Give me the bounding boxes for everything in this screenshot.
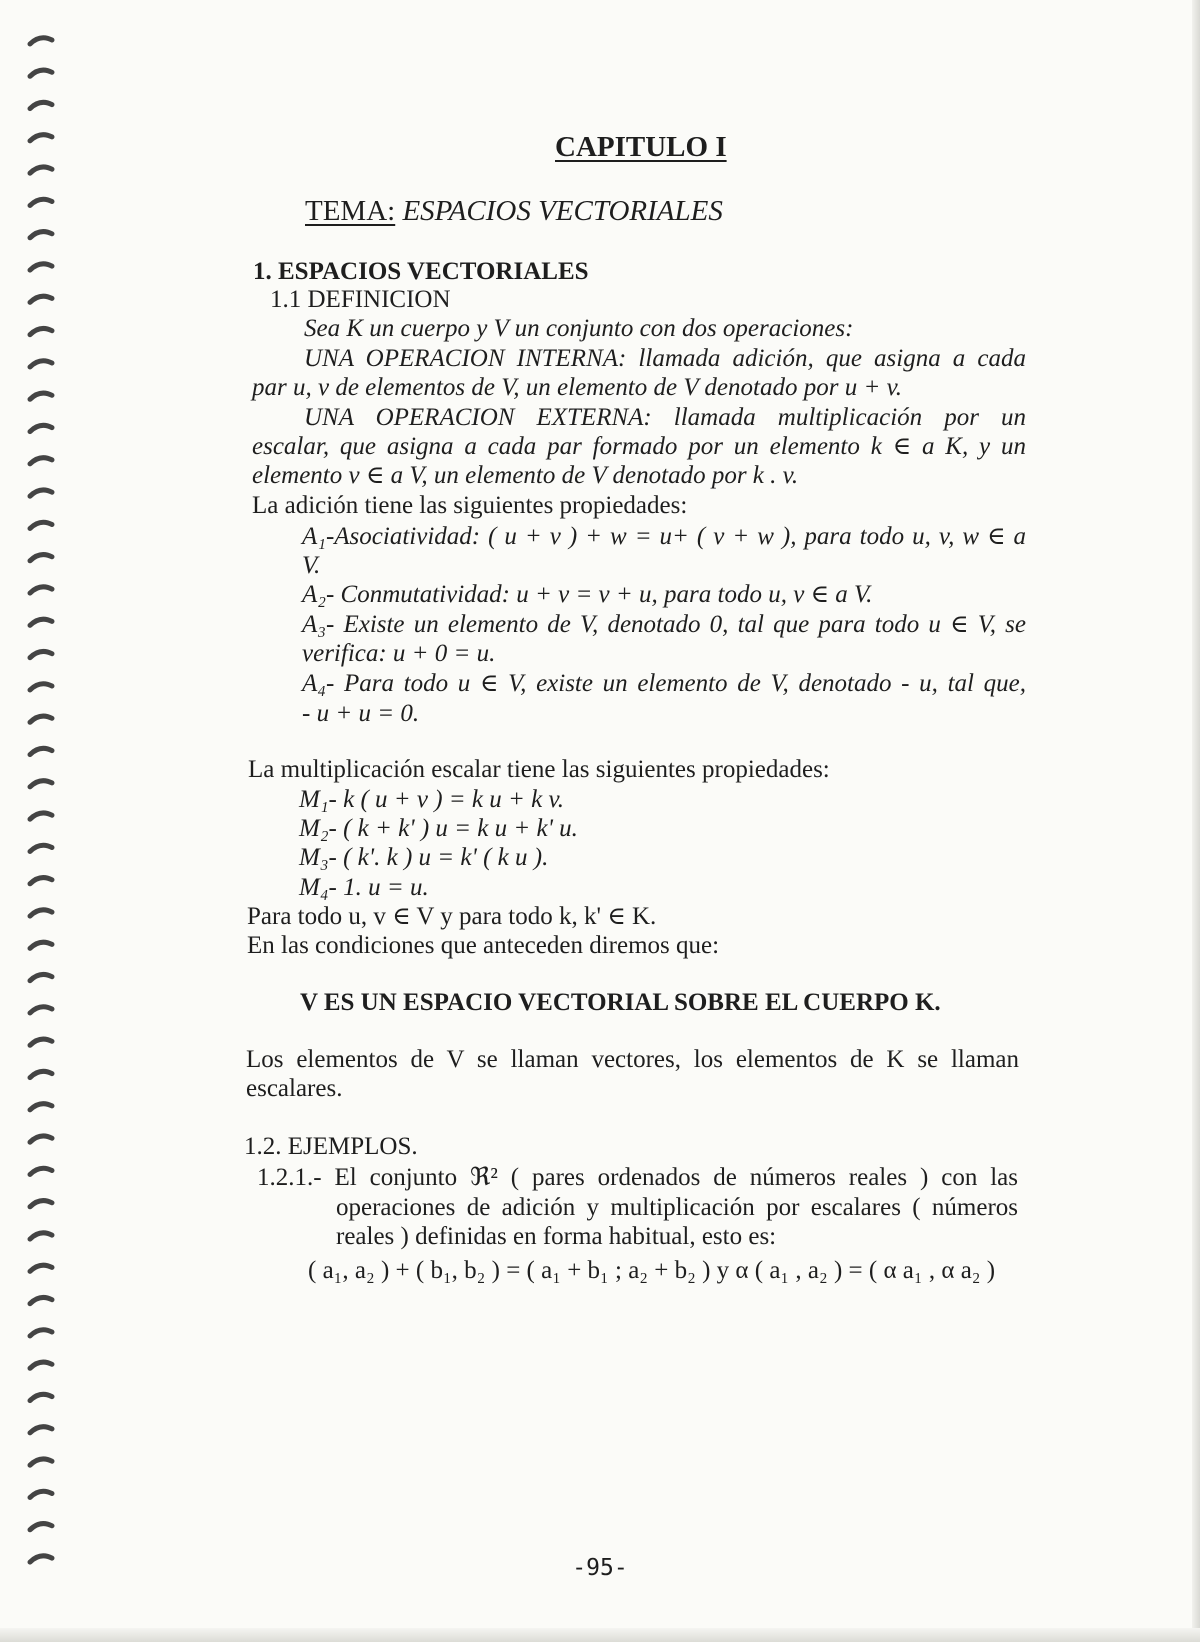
- definition-line-4: UNA OPERACION EXTERNA: llamada multiplicación por un: [304, 404, 1026, 431]
- conditions-statement: En las condiciones que anteceden diremos que:: [247, 932, 720, 959]
- subsection-definicion: 1.1 DEFINICION: [270, 286, 451, 313]
- property-a2: A₂- Conmutatividad: u + v = v + u, para todo u, v ∈ a V.: [302, 581, 873, 608]
- property-a1-line-1: A₁-Asociatividad: ( u + v ) + w = u+ ( v + w ), para todo u, v, w ∈ a: [302, 523, 1026, 550]
- spiral-ring: [30, 328, 52, 334]
- spiral-ring: [30, 1394, 52, 1400]
- page-number: -95-: [572, 1555, 628, 1581]
- spiral-ring: [30, 361, 52, 367]
- conclusion-statement: V ES UN ESPACIO VECTORIAL SOBRE EL CUERPO K.: [300, 989, 941, 1016]
- spiral-ring: [30, 555, 52, 561]
- definition-line-2: UNA OPERACION INTERNA: llamada adición, que asigna a cada: [304, 345, 1026, 372]
- spiral-ring: [30, 1233, 52, 1239]
- spiral-ring: [30, 1427, 52, 1433]
- elements-line-2: escalares.: [246, 1075, 343, 1102]
- spiral-ring: [30, 1136, 52, 1142]
- spiral-ring: [30, 38, 52, 44]
- spiral-ring: [30, 522, 52, 528]
- property-m2: M₂- ( k + k' ) u = k u + k' u.: [299, 815, 578, 842]
- spiral-ring: [30, 1297, 52, 1303]
- for-all-statement: Para todo u, v ∈ V y para todo k, k' ∈ K.: [247, 903, 657, 930]
- spiral-ring: [30, 135, 52, 141]
- property-m3: M₃- ( k'. k ) u = k' ( k u ).: [299, 844, 549, 871]
- definition-line-5: escalar, que asigna a cada par formado por un elemento k ∈ a K, y un: [252, 433, 1026, 460]
- property-a4-line-1: A₄- Para todo u ∈ V, existe un elemento de V, denotado - u, tal que,: [302, 670, 1026, 697]
- spiral-ring: [30, 1362, 52, 1368]
- spiral-ring: [30, 393, 52, 399]
- chapter-heading: CAPITULO I: [555, 131, 727, 163]
- spiral-ring: [30, 716, 52, 722]
- spiral-ring: [30, 1524, 52, 1530]
- page-edge-right: [1192, 0, 1200, 1642]
- spiral-ring: [30, 425, 52, 431]
- subsection-ejemplos: 1.2. EJEMPLOS.: [244, 1133, 418, 1160]
- spiral-ring: [30, 232, 52, 238]
- spiral-ring: [30, 1039, 52, 1045]
- spiral-ring: [30, 490, 52, 496]
- spiral-ring: [30, 296, 52, 302]
- spiral-ring: [30, 1007, 52, 1013]
- multiplication-intro: La multiplicación escalar tiene las siguientes propiedades:: [248, 756, 830, 783]
- spiral-ring: [30, 1104, 52, 1110]
- definition-line-1: Sea K un cuerpo y V un conjunto con dos operaciones:: [304, 315, 854, 342]
- spiral-ring: [30, 845, 52, 851]
- spiral-ring: [30, 1071, 52, 1077]
- property-m1: M₁- k ( u + v ) = k u + k v.: [299, 786, 564, 813]
- spiral-ring: [30, 813, 52, 819]
- spiral-ring: [30, 748, 52, 754]
- property-a1-line-2: V.: [302, 552, 321, 579]
- spiral-ring: [30, 1491, 52, 1497]
- spiral-ring: [30, 1168, 52, 1174]
- spiral-ring: [30, 1265, 52, 1271]
- addition-intro: La adición tiene las siguientes propiedades:: [252, 492, 688, 519]
- spiral-ring: [30, 878, 52, 884]
- spiral-ring: [30, 1330, 52, 1336]
- spiral-ring: [30, 781, 52, 787]
- spiral-ring: [30, 264, 52, 270]
- spiral-ring: [30, 684, 52, 690]
- spiral-ring: [30, 587, 52, 593]
- tema-title: ESPACIOS VECTORIALES: [402, 195, 723, 227]
- property-m4: M₄- 1. u = u.: [299, 874, 429, 901]
- spiral-ring: [30, 619, 52, 625]
- example-line-2: operaciones de adición y multiplicación por escalares ( números: [336, 1194, 1018, 1221]
- tema-label: TEMA:: [305, 195, 396, 227]
- spiral-binding: [24, 0, 84, 1642]
- spiral-ring: [30, 199, 52, 205]
- example-formula: ( a₁, a₂ ) + ( b₁, b₂ ) = ( a₁ + b₁ ; a₂ + b₂ ) y α ( a₁ , a₂ ) = ( α a₁ , α a₂ ): [308, 1257, 996, 1284]
- property-a4-line-2: - u + u = 0.: [302, 700, 420, 727]
- spiral-ring: [30, 167, 52, 173]
- property-a3-line-1: A₃- Existe un elemento de V, denotado 0, tal que para todo u ∈ V, se: [302, 611, 1026, 638]
- elements-line-1: Los elementos de V se llaman vectores, los elementos de K se llaman: [246, 1046, 1019, 1073]
- spiral-ring: [30, 910, 52, 916]
- spiral-ring: [30, 651, 52, 657]
- spiral-ring: [30, 942, 52, 948]
- property-a3-line-2: verifica: u + 0 = u.: [302, 640, 496, 667]
- definition-line-6: elemento v ∈ a V, un elemento de V denotado por k . v.: [252, 462, 799, 489]
- example-line-1: 1.2.1.- El conjunto ℜ² ( pares ordenados de números reales ) con las: [257, 1164, 1018, 1191]
- tema-heading: [305, 196, 723, 226]
- page-edge-bottom: [0, 1628, 1200, 1642]
- example-line-3: reales ) definidas en forma habitual, esto es:: [336, 1223, 777, 1250]
- spiral-ring: [30, 1459, 52, 1465]
- spiral-ring: [30, 102, 52, 108]
- definition-line-3: par u, v de elementos de V, un elemento de V denotado por u + v.: [252, 374, 903, 401]
- spiral-ring: [30, 70, 52, 76]
- spiral-ring: [30, 458, 52, 464]
- spiral-ring: [30, 974, 52, 980]
- section-heading: 1. ESPACIOS VECTORIALES: [253, 258, 589, 285]
- spiral-ring: [30, 1201, 52, 1207]
